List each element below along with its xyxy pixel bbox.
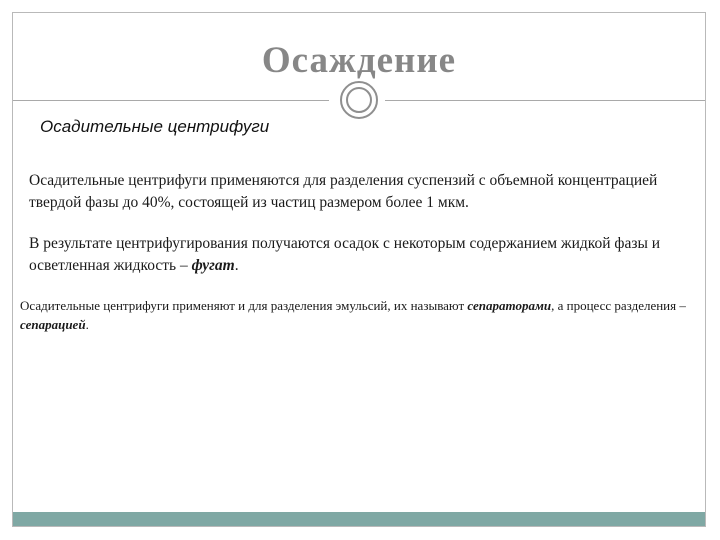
paragraph2-text: В результате центрифугирования получаются осадок с некоторым содержанием жидкой фазы и осветленная жидкость – <box>29 235 661 274</box>
inner-circle <box>346 87 372 113</box>
slide <box>12 12 706 527</box>
slide-subtitle: Осадительные центрифуги <box>40 117 270 136</box>
paragraph-centrifugation-result <box>29 233 689 277</box>
slide-title: Осаждение <box>261 40 457 81</box>
title-divider-left <box>13 100 329 101</box>
paragraph-separators <box>20 296 690 334</box>
double-circle-ornament-icon <box>340 81 378 119</box>
paragraph3-text1: Осадительные центрифуги применяют и для разделения эмульсий, их называют <box>20 298 468 313</box>
bottom-accent-bar <box>13 512 705 526</box>
paragraph3-text2: , а процесс разделения – <box>551 298 686 313</box>
term-fugat: фугат <box>191 257 235 274</box>
term-separation: сепарацией <box>20 317 86 332</box>
paragraph2-end: . <box>234 257 239 274</box>
term-separators: сепараторами <box>467 298 552 313</box>
title-divider-right <box>385 100 705 101</box>
paragraph3-end: . <box>85 317 89 332</box>
paragraph-centrifuge-application: Осадительные центрифуги применяются для разделения суспензий с объемной концентрацией твердой фазы до 40%, состоящей из частиц размером более 1 мкм. <box>29 172 658 211</box>
